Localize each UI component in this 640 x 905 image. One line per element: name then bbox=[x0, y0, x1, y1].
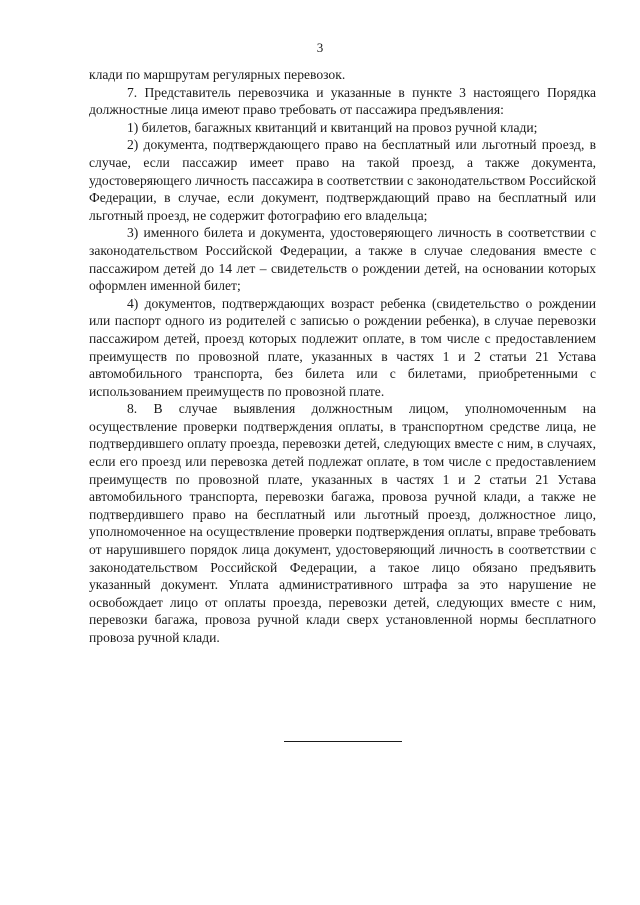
end-divider-line bbox=[284, 741, 402, 742]
paragraph-subitem-2: 2) документа, подтверждающего право на бесплатный или льготный проезд, в случае, если пассажир имеет право на такой проезд, а также документа, удостоверяющего личность пассажира в соответствии с законодательством Российской Федерации, в случае, если документ, подтверждающий право на бесплатный или льготный проезд, не содержит фотографию его владельца; bbox=[89, 137, 596, 223]
paragraph-item-7: 7. Представитель перевозчика и указанные в пункте 3 настоящего Порядка должностные лица имеют право требовать от пассажира предъявления: bbox=[89, 84, 596, 118]
page-number: 3 bbox=[316, 40, 324, 55]
paragraph-subitem-1: 1) билетов, багажных квитанций и квитанций на провоз ручной клади; bbox=[127, 119, 538, 135]
paragraph-continuation: клади по маршрутам регулярных перевозок. bbox=[89, 67, 346, 82]
paragraph-subitem-3: 3) именного билета и документа, удостоверяющего личность в соответствии с законодательством Российской Федерации, а также в случае следования вместе с пассажиром детей до 14 лет – свидетельств о рождении детей, на основании которых оформлен именной билет; bbox=[89, 225, 596, 294]
body-text bbox=[89, 66, 596, 647]
paragraph-subitem-4: 4) документов, подтверждающих возраст ребенка (свидетельство о рождении или паспорт одного из родителей с записью о рождении ребенка), в случае перевозки пассажиром детей, проезд которых подлежит оплате, в том числе с предоставлением преимуществ по провозной плате, указанных в частях 1 и 2 статьи 21 Устава автомобильного транспорта, без билета или с билетами, приобретенными с использованием преимуществ по провозной плате. bbox=[89, 295, 596, 399]
paragraph-item-8: 8. В случае выявления должностным лицом, уполномоченным на осуществление проверки подтверждения оплаты, в транспортном средстве лица, не подтвердившего оплату проезда, перевозки детей, следующих вместе с ним, в случаях, если его проезд или перевозка детей подлежат оплате, в том числе с предоставлением преимуществ по провозной плате, указанных в частях 1 и 2 статьи 21 Устава автомобильного транспорта, перевозки багажа, провоза ручной клади, а также не подтвердившего право на бесплатный или льготный проезд, должностное лицо, уполномоченное на осуществление проверки подтверждения оплаты, вправе требовать от нарушившего порядок лица документ, удостоверяющий личность в соответствии с законодательством Российской Федерации, а такое лицо обязано предъявить указанный документ. Уплата административного штрафа за это нарушение не освобождает лицо от оплаты проезда, перевозки детей, следующих вместе с ним, перевозки багажа, провоза ручной клади сверх установленной нормы бесплатного провоза ручной клади. bbox=[89, 401, 596, 645]
